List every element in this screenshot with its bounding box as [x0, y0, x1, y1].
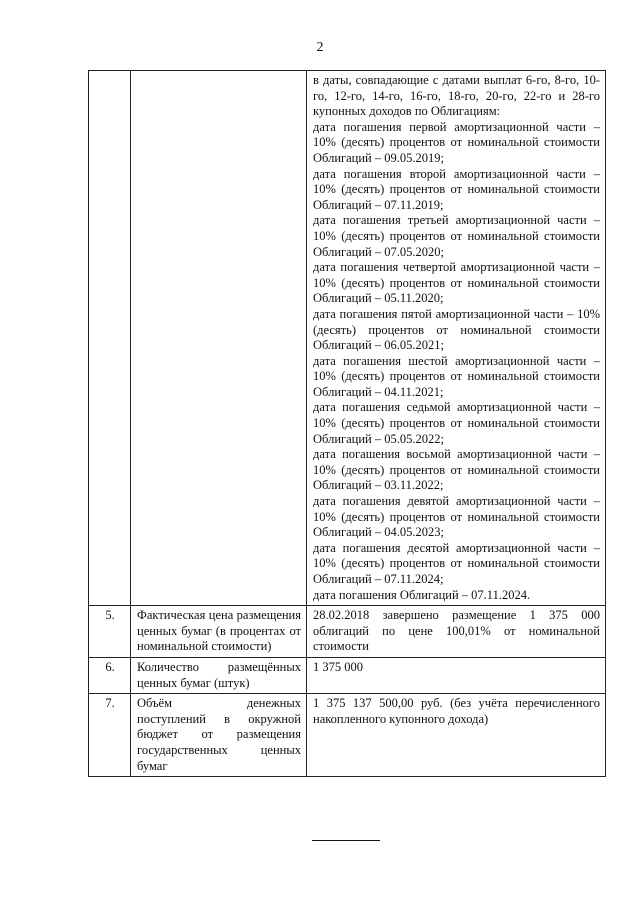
- schedule-item: дата погашения третьей амортизационной части – 10% (десять) процентов от номинальной стоимости Облигаций – 07.05.2020;: [313, 213, 600, 259]
- schedule-item: дата погашения пятой амортизационной части – 10% (десять) процентов от номинальной стоимости Облигаций – 06.05.2021;: [313, 306, 600, 353]
- cell-num-empty: [89, 71, 131, 606]
- schedule-item: дата погашения четвертой амортизационной части – 10% (десять) процентов от номинальной стоимости Облигаций – 05.11.2020;: [313, 260, 600, 306]
- schedule-item: дата погашения первой амортизационной части – 10% (десять) процентов от номинальной стоимости Облигаций – 09.05.2019;: [313, 119, 600, 165]
- row-label: Объём денежных поступлений в окружной бюджет от размещения государственных ценных бумаг: [131, 694, 307, 777]
- table-row-continuation: [89, 71, 606, 606]
- row-value: 1 375 000: [307, 657, 606, 693]
- table-row: [89, 606, 606, 658]
- table-row: [89, 657, 606, 693]
- row-label: Фактическая цена размещения ценных бумаг (в процентах от номинальной стоимости): [131, 606, 307, 658]
- schedule-intro: в даты, совпадающие с датами выплат 6-го, 8-го, 10-го, 12-го, 14-го, 16-го, 18-го, 20-го, 22-го и 28-го купонных доходов по Облигациям:: [313, 73, 600, 119]
- schedule-item: дата погашения десятой амортизационной части – 10% (десять) процентов от номинальной стоимости Облигаций – 07.11.2024;: [313, 540, 600, 586]
- final-maturity-date: дата погашения Облигаций – 07.11.2024.: [313, 587, 531, 602]
- schedule-item: дата погашения второй амортизационной части – 10% (десять) процентов от номинальной стоимости Облигаций – 07.11.2019;: [313, 166, 600, 212]
- row-value: 28.02.2018 завершено размещение 1 375 000 облигаций по цене 100,01% от номинальной стоимости: [307, 606, 606, 658]
- cell-label-empty: [131, 71, 307, 606]
- schedule-item: дата погашения седьмой амортизационной части – 10% (десять) процентов от номинальной стоимости Облигаций – 05.05.2022;: [313, 400, 600, 446]
- footer-rule: [312, 840, 380, 841]
- schedule-list: [313, 120, 600, 588]
- row-label: Количество размещённых ценных бумаг (штук): [131, 657, 307, 693]
- row-number: 5.: [89, 606, 131, 658]
- schedule-item: дата погашения шестой амортизационной части – 10% (десять) процентов от номинальной стоимости Облигаций – 04.11.2021;: [313, 353, 600, 399]
- row-number: 7.: [89, 694, 131, 777]
- bond-terms-table: [88, 70, 606, 777]
- page-number: 2: [316, 40, 324, 55]
- row-value: 1 375 137 500,00 руб. (без учёта перечисленного накопленного купонного дохода): [307, 694, 606, 777]
- schedule-item: дата погашения девятой амортизационной части – 10% (десять) процентов от номинальной стоимости Облигаций – 04.05.2023;: [313, 494, 600, 540]
- amortization-schedule-cell: [307, 71, 606, 606]
- row-number: 6.: [89, 657, 131, 693]
- schedule-item: дата погашения восьмой амортизационной части – 10% (десять) процентов от номинальной стоимости Облигаций – 03.11.2022;: [313, 447, 600, 493]
- table-row: [89, 694, 606, 777]
